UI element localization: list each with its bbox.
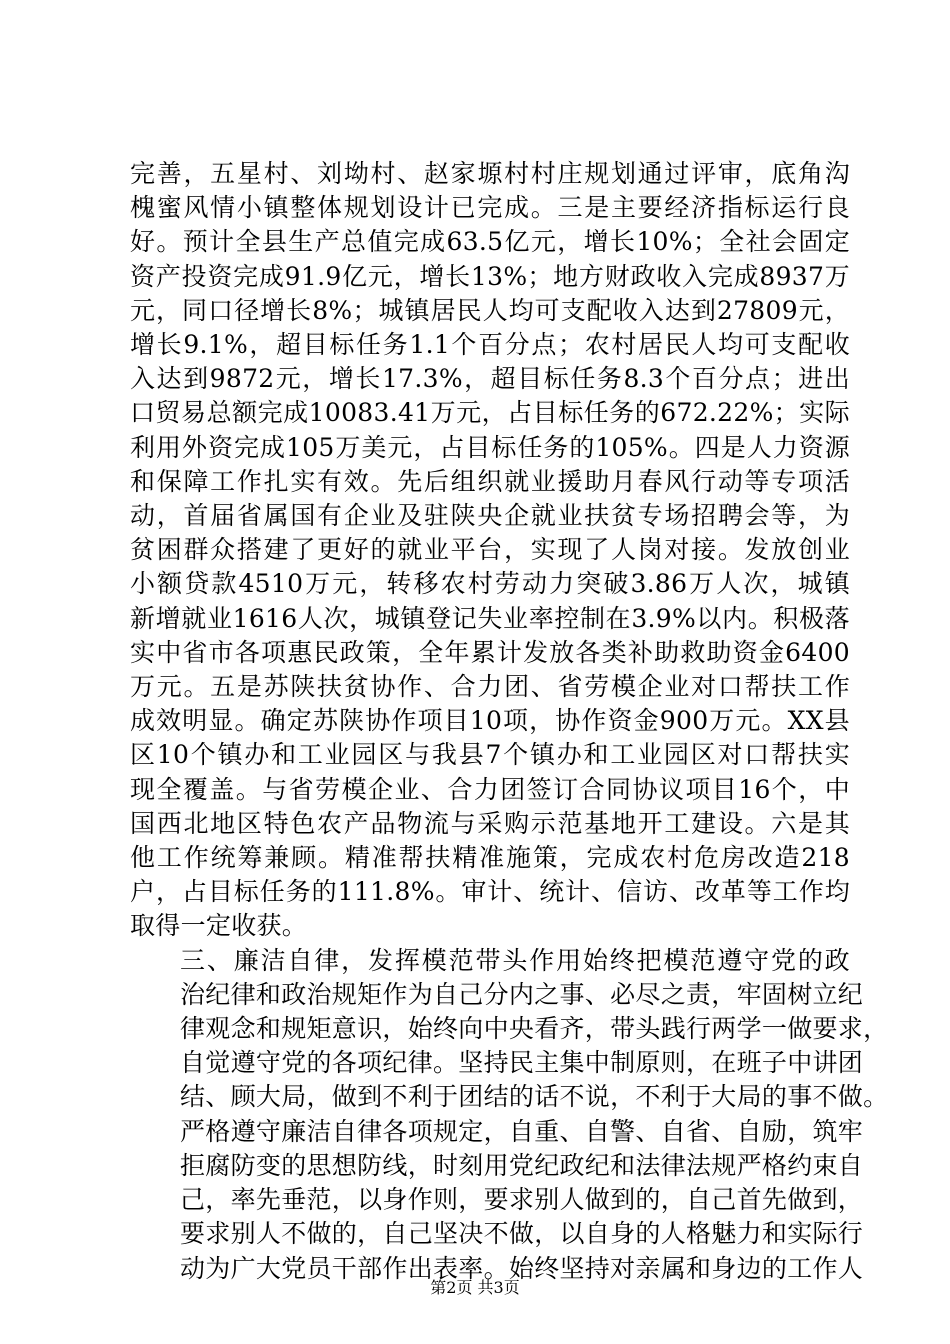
text-line: 国西北地区特色农产品物流与采购示范基地开工建设。六是其 — [130, 808, 850, 838]
page-number-footer: 第2页 共3页 — [430, 1278, 520, 1297]
text-line: 小额贷款4510万元，转移农村劳动力突破3.86万人次，城镇 — [130, 569, 850, 599]
text-line: 律观念和规矩意识，始终向中央看齐，带头践行两学一做要求， — [180, 1014, 889, 1044]
text-line: 槐蜜风情小镇整体规划设计已完成。三是主要经济指标运行良 — [130, 193, 850, 223]
text-line: 结、顾大局，做到不利于团结的话不说，不利于大局的事不做。 — [180, 1082, 889, 1112]
text-line: 区10个镇办和工业园区与我县7个镇办和工业园区对口帮扶实 — [130, 740, 850, 770]
text-line: 新增就业1616人次，城镇登记失业率控制在3.9%以内。积极落 — [130, 603, 850, 633]
text-line: 万元。五是苏陕扶贫协作、合力团、省劳模企业对口帮扶工作 — [130, 672, 850, 702]
text-line: 完善，五星村、刘坳村、赵家塬村村庄规划通过评审，底角沟 — [130, 159, 850, 188]
text-line: 动，首届省属国有企业及驻陕央企就业扶贫专场招聘会等，为 — [130, 501, 850, 531]
text-line: 成效明显。确定苏陕协作项目10项，协作资金900万元。XX县 — [130, 706, 850, 736]
paragraph-economic-work — [130, 157, 850, 944]
text-line: 贫困群众搭建了更好的就业平台，实现了人岗对接。发放创业 — [130, 535, 850, 565]
text-line: 入达到9872元，增长17.3%，超目标任务8.3个百分点；进出 — [130, 364, 850, 394]
text-line: 拒腐防变的思想防线，时刻用党纪政纪和法律法规严格约束自 — [180, 1150, 864, 1180]
text-line: 利用外资完成105万美元，占目标任务的105%。四是人力资源 — [130, 432, 850, 462]
text-line: 户，占目标任务的111.8%。审计、统计、信访、改革等工作均 — [130, 877, 850, 907]
text-line: 资产投资完成91.9亿元，增长13%；地方财政收入完成8937万 — [130, 261, 850, 291]
text-line: 治纪律和政治规矩作为自己分内之事、必尽之责，牢固树立纪 — [180, 979, 864, 1009]
text-line: 好。预计全县生产总值完成63.5亿元，增长10%；全社会固定 — [130, 227, 850, 257]
text-line: 现全覆盖。与省劳模企业、合力团签订合同协议项目16个，中 — [130, 774, 850, 804]
text-line: 三、廉洁自律，发挥模范带头作用始终把模范遵守党的政 — [180, 945, 850, 975]
text-line: 元，同口径增长8%；城镇居民人均可支配收入达到27809元， — [130, 295, 850, 325]
text-line: 他工作统筹兼顾。精准帮扶精准施策，完成农村危房改造218 — [130, 843, 850, 873]
paragraph-integrity-self-discipline — [130, 944, 889, 1286]
text-line: 增长9.1%，超目标任务1.1个百分点；农村居民人均可支配收 — [130, 330, 850, 360]
text-line: 和保障工作扎实有效。先后组织就业援助月春风行动等专项活 — [130, 466, 850, 496]
text-line: 己，率先垂范，以身作则，要求别人做到的，自己首先做到， — [180, 1185, 864, 1215]
text-line: 口贸易总额完成10083.41万元，占目标任务的672.22%；实际 — [130, 398, 850, 428]
text-line: 实中省市各项惠民政策，全年累计发放各类补助救助资金6400 — [130, 637, 850, 667]
text-line: 动为广大党员干部作出表率。始终坚持对亲属和身边的工作人 — [180, 1253, 864, 1283]
document-body — [130, 157, 889, 1286]
text-line: 自觉遵守党的各项纪律。坚持民主集中制原则，在班子中讲团 — [180, 1048, 864, 1078]
text-line: 取得一定收获。 — [130, 911, 308, 941]
text-line: 要求别人不做的，自己坚决不做，以自身的人格魅力和实际行 — [180, 1219, 864, 1249]
text-line: 严格遵守廉洁自律各项规定，自重、自警、自省、自励，筑牢 — [180, 1116, 864, 1146]
